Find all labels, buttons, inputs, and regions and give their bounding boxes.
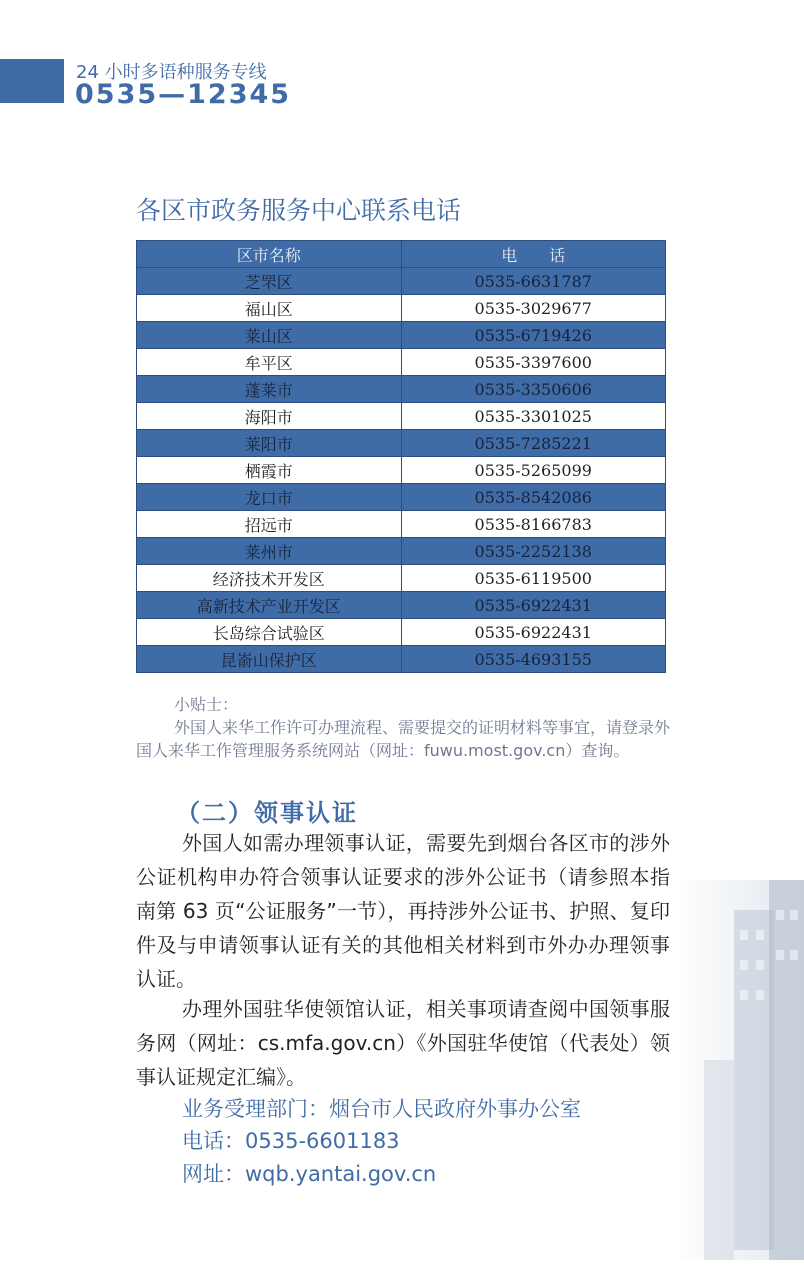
- hotline-label: 24 小时多语种服务专线: [76, 62, 267, 83]
- district-name-cell: 栖霞市: [137, 457, 402, 484]
- consular-section-title: （二）领事认证: [176, 798, 358, 827]
- table-row: [137, 430, 666, 457]
- phone-number-cell: 0535-7285221: [401, 430, 666, 457]
- district-name-cell: 莱山区: [137, 322, 402, 349]
- table-row: [137, 484, 666, 511]
- phone-number-cell: 0535-2252138: [401, 538, 666, 565]
- contact-phone-table: [136, 240, 666, 673]
- district-name-cell: 牟平区: [137, 349, 402, 376]
- district-name-cell: 芝罘区: [137, 268, 402, 295]
- district-name-cell: 海阳市: [137, 403, 402, 430]
- phone-number-cell: 0535-3029677: [401, 295, 666, 322]
- table-row: [137, 592, 666, 619]
- column-header-district: 区市名称: [137, 241, 402, 268]
- phone-number-cell: 0535-6631787: [401, 268, 666, 295]
- district-name-cell: 蓬莱市: [137, 376, 402, 403]
- phone-number-cell: 0535-3350606: [401, 376, 666, 403]
- table-row: [137, 565, 666, 592]
- background-building-image: [674, 880, 804, 1260]
- district-name-cell: 莱州市: [137, 538, 402, 565]
- table-row: [137, 511, 666, 538]
- tip-title: 小贴士：: [174, 695, 239, 714]
- district-name-cell: 经济技术开发区: [137, 565, 402, 592]
- table-header-row: [137, 241, 666, 268]
- department-line: 业务受理部门：烟台市人民政府外事办公室: [182, 1097, 581, 1121]
- column-header-phone: 电 话: [401, 241, 666, 268]
- table-row: [137, 376, 666, 403]
- phone-number-cell: 0535-8166783: [401, 511, 666, 538]
- district-name-cell: 高新技术产业开发区: [137, 592, 402, 619]
- consular-paragraph-1: 外国人如需办理领事认证，需要先到烟台各区市的涉外公证机构申办符合领事认证要求的涉外公证书（请参照本指南第 63 页“公证服务”一节），再持涉外公证书、护照、复印件及与申请领事认证有关的其他相关材料到市外办办理领事认证。: [136, 831, 670, 991]
- table-row: [137, 349, 666, 376]
- consular-paragraph-2: 办理外国驻华使领馆认证，相关事项请查阅中国领事服务网（网址：cs.mfa.gov.cn）《外国驻华使馆（代表处）领事认证规定汇编》。: [136, 997, 670, 1089]
- section-title: 各区市政务服务中心联系电话: [136, 196, 462, 225]
- phone-number-cell: 0535-3397600: [401, 349, 666, 376]
- phone-number-cell: 0535-6922431: [401, 619, 666, 646]
- phone-line: 电话：0535-6601183: [182, 1129, 400, 1153]
- district-name-cell: 招远市: [137, 511, 402, 538]
- table-row: [137, 403, 666, 430]
- district-name-cell: 莱阳市: [137, 430, 402, 457]
- table-row: [137, 295, 666, 322]
- table-row: [137, 538, 666, 565]
- tip-body: 外国人来华工作许可办理流程、需要提交的证明材料等事宜，请登录外国人来华工作管理服务系统网站（网址：fuwu.most.gov.cn）查询。: [136, 718, 671, 760]
- table-row: [137, 619, 666, 646]
- phone-number-cell: 0535-6922431: [401, 592, 666, 619]
- phone-number-cell: 0535-4693155: [401, 646, 666, 673]
- phone-number-cell: 0535-6719426: [401, 322, 666, 349]
- district-name-cell: 龙口市: [137, 484, 402, 511]
- tip-box: [136, 693, 670, 762]
- hotline-number: 0535—12345: [75, 79, 292, 110]
- district-name-cell: 福山区: [137, 295, 402, 322]
- district-name-cell: 长岛综合试验区: [137, 619, 402, 646]
- district-name-cell: 昆嵛山保护区: [137, 646, 402, 673]
- table-row: [137, 646, 666, 673]
- phone-number-cell: 0535-5265099: [401, 457, 666, 484]
- phone-number-cell: 0535-8542086: [401, 484, 666, 511]
- table-row: [137, 457, 666, 484]
- phone-number-cell: 0535-6119500: [401, 565, 666, 592]
- table-row: [137, 268, 666, 295]
- phone-number-cell: 0535-3301025: [401, 403, 666, 430]
- header-color-block: [0, 59, 64, 103]
- table-row: [137, 322, 666, 349]
- website-line: 网址：wqb.yantai.gov.cn: [182, 1162, 437, 1186]
